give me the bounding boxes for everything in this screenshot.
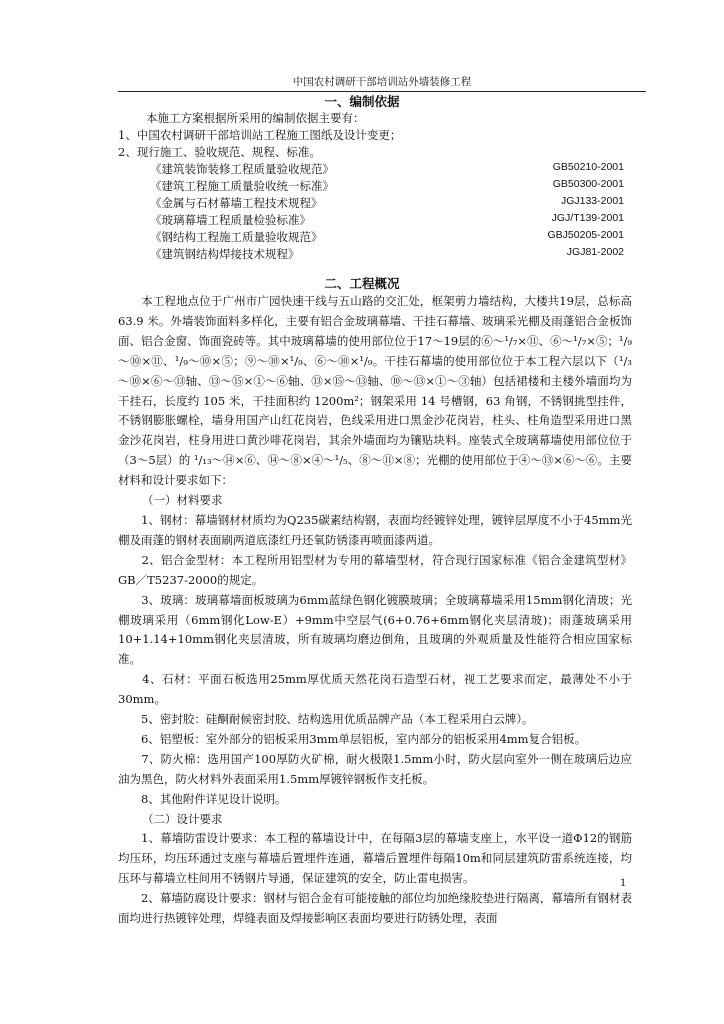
design-item-1: 1、幕墙防雷设计要求：本工程的幕墙设计中，在每隔3层的幕墙支座上，水平设一道Φ12的钢筋均压环，均压环通过支座与幕墙后置埋件连通，幕墙后置埋件每隔10m和同层建筑防雷系统连接，均压环与幕墙立柱间用不锈钢片导通，保证建筑的安全，防止雷电损害。 xyxy=(118,831,632,886)
standard-row xyxy=(150,161,624,177)
material-item-5: 5、密封胶：硅酮耐候密封胶、结构选用优质品牌产品（本工程采用白云牌）。 xyxy=(118,712,534,727)
material-item-3: 3、玻璃：玻璃幕墙面板玻璃为6mm蓝绿色钢化镀膜玻璃；全玻璃幕墙采用15mm钢化清玻；光棚玻璃采用（6mm钢化Low-E）+9mm中空层气(6+0.76+6mm钢化夹层清玻)；雨蓬玻璃采用10+1.14+10mm钢化夹层清玻，所有玻璃均磨边倒角，且玻璃的外观质量及性能符合相应国家标准。 xyxy=(118,592,632,667)
material-item-2: 2、铝合金型材：本工程所用铝型材为专用的幕墙型材，符合现行国家标准《铝合金建筑型材》GB／T5237-2000的规定。 xyxy=(118,552,632,587)
standard-name: 《玻璃幕墙工程质量检验标准》 xyxy=(150,213,311,227)
material-item-7: 7、防火棉：选用国产100厚防火矿棉，耐火极限1.5mm小时，防火层向室外一侧在玻璃后边应油为黑色，防火材料外表面采用1.5mm厚镀锌钢板作支托板。 xyxy=(118,751,632,786)
running-header: 中国农村调研干部培训站外墙装修工程 xyxy=(118,74,646,92)
section-2-title: 二、工程概况 xyxy=(324,276,400,291)
section-1-intro: 本施工方案根据所采用的编制依据主要有： xyxy=(146,111,365,125)
standard-name: 《金属与石材幕墙工程技术规程》 xyxy=(150,196,323,210)
basis-item-2: 2、现行施工、验收规范、规程、标准。 xyxy=(118,145,321,159)
standard-code: GBJ50205-2001 xyxy=(547,229,624,241)
overview-paragraph: 本工程地点位于广州市广园快速干线与五山路的交汇处，框架剪力墙结构，大楼共19层，总标高 63.9 米。外墙装饰面料多样化，主要有铝合金玻璃幕墙、干挂石幕墙、玻璃采光棚及雨蓬铝合金板饰面、铝合金窗、饰面瓷砖等。其中玻璃幕墙的使用部位位于17～19层的⑥～¹/₇×⑪、⑥～¹/₇×⑤；¹/₉～⑩×⑪、¹/₉～⑩×⑤；⑨～⑩×¹/₉、⑥～⑩×¹/₉。干挂石幕墙的使用部位位于本工程六层以下（¹/₃～⑩×⑥～⑬轴、⑬～⑮×①～⑥轴、⑬×⑮～⑬轴、⑩～⑬×①～③轴）包括裙楼和主楼外墙面均为干挂石，长度约 105 米，干挂面积约 1200m²；钢架采用 14 号槽钢，63 角钢，不锈钢挑型挂件，不锈钢膨胀螺栓，墙身用国产山红花岗岩，色线采用进口黑金沙花岗岩，柱头、柱角造型采用进口黑金沙花岗岩，柱身用进口黄沙啡花岗岩，其余外墙面均为镶贴块料。座装式全玻璃幕墙使用部位位于（3～5层）的 ¹/₁₃～⑭×⑥、⑭～⑧×④～¹/₅、⑧～⑪×⑧；光棚的使用部位于④～⑬×⑥～⑥。主要材料和设计要求如下： xyxy=(118,294,632,488)
design-item-2: 2、幕墙防腐设计要求：钢材与铝合金有可能接触的部位均加绝缘胶垫进行隔离，幕墙所有钢材表面均进行热镀锌处理，焊缝表面及焊接影响区表面均要进行防锈处理，表面 xyxy=(118,891,632,926)
material-item-4: 4、石材：平面石板选用25mm厚优质天然花岗石造型石材，视工艺要求而定，最薄处不小于30mm。 xyxy=(118,672,632,707)
standard-code: GB50210-2001 xyxy=(552,161,624,173)
standard-code: JGJ/T139-2001 xyxy=(551,212,624,224)
standard-name: 《建筑钢结构焊接技术规程》 xyxy=(150,247,300,261)
standard-row xyxy=(150,212,624,228)
standard-code: JGJ133-2001 xyxy=(560,195,624,207)
standard-row xyxy=(150,195,624,211)
section-1-title: 一、编制依据 xyxy=(324,94,400,109)
section-2-body xyxy=(118,292,632,929)
standard-row xyxy=(150,229,624,245)
design-subheading: （二）设计要求 xyxy=(142,811,223,826)
standard-code: JGJ81-2002 xyxy=(566,246,624,258)
standard-row xyxy=(150,246,624,262)
basis-item-1: 1、中国农村调研干部培训站工程施工图纸及设计变更； xyxy=(118,128,402,142)
standard-name: 《建筑装饰装修工程质量验收规范》 xyxy=(150,162,334,176)
standard-row xyxy=(150,178,624,194)
standard-code: GB50300-2001 xyxy=(552,178,624,190)
material-item-8: 8、其他附件详见设计说明。 xyxy=(118,791,287,806)
standard-name: 《建筑工程施工质量验收统一标准》 xyxy=(150,179,334,193)
material-item-1: 1、钢材：幕墙钢材材质均为Q235碳素结构钢，表面均经镀锌处理，镀锌层厚度不小于45mm光棚及雨蓬的钢材表面刷两道底漆红丹还氧防锈漆再喷面漆两道。 xyxy=(118,512,632,547)
page-number: 1 xyxy=(620,878,627,889)
standard-name: 《钢结构工程施工质量验收规范》 xyxy=(150,230,323,244)
materials-subheading: （一）材料要求 xyxy=(142,493,223,508)
material-item-6: 6、铝塑板：室外部分的铝板采用3mm单层铝板，室内部分的铝板采用4mm复合铝板。 xyxy=(118,731,587,746)
